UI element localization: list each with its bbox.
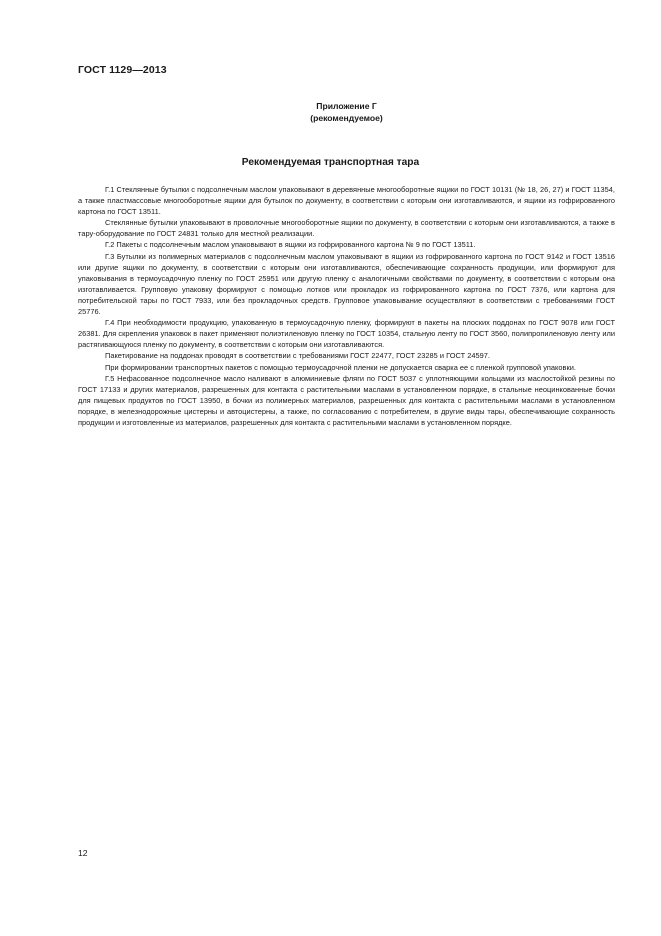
- annex-label: Приложение Г: [316, 101, 377, 111]
- annex-heading: [0, 100, 661, 124]
- paragraph-g4-pallets: Пакетирование на поддонах проводят в соответствии с требованиями ГОСТ 22477, ГОСТ 23285 и ГОСТ 24597.: [105, 351, 490, 361]
- paragraph-g4-shrink-film: При формировании транспортных пакетов с помощью термоусадочной пленки не допускается сварка ее с пленкой групповой упаковки.: [105, 362, 576, 372]
- paragraph-g1-wire-crates: Стеклянные бутылки упаковывают в проволочные многооборотные ящики по документу, в соответствии с которым они изготавливаются, а также в тару-оборудование по ГОСТ 24831 только для местной реализации.: [78, 218, 615, 239]
- paragraph-g1: Г.1 Стеклянные бутылки с подсолнечным маслом упаковывают в деревянные многооборотные ящики по ГОСТ 10131 (№ 18, 26, 27) и ГОСТ 11354, а также пластмассовые многооборотные ящики для бутылок по документу, в соответствии с которым они изготавливаются, и ящики из гофрированного картона по ГОСТ 13511.: [78, 185, 615, 217]
- annex-status: (рекомендуемое): [310, 113, 383, 123]
- paragraph-g4: Г.4 При необходимости продукцию, упакованную в термоусадочную пленку, формируют в пакеты на плоских поддонах по ГОСТ 9078 или ГОСТ 26381. Для скрепления упаковок в пакет применяют полиэтиленовую пленку по ГОСТ 10354, стальную ленту по ГОСТ 3560, полипропиленовую ленту или растягивающуюся пленку по документу, в соответствии с которым они изготавливаются.: [78, 318, 615, 350]
- section-title: Рекомендуемая транспортная тара: [241, 157, 420, 168]
- paragraph-g5: Г.5 Нефасованное подсолнечное масло наливают в алюминиевые фляги по ГОСТ 5037 с уплотняющими кольцами из маслостойкой резины по ГОСТ 17133 и других материалов, разрешенных для контакта с растительными маслами в установленном порядке, в стальные неоцинкованные бочки для пищевых продуктов по ГОСТ 13950, в бочки из полимерных материалов, разрешенных для контакта с растительными маслами в установленном порядке, в железнодорожные цистерны и автоцистерны, а также, по согласованию с потребителем, в другие виды тары, обеспечивающие сохранность продукции и изготовленные из материалов, разрешенных для контакта с растительными маслами в установленном порядке.: [78, 373, 615, 427]
- document-body: [78, 184, 615, 428]
- paragraph-g3: Г.3 Бутылки из полимерных материалов с подсолнечным маслом упаковывают в ящики из гофрированного картона по ГОСТ 9142 и ГОСТ 13516 или другие ящики по документу, в соответствии с которым они изготавливаются, обеспечивающие сохранность продукции, или формируют для упаковывания в термоусадочную пленку по ГОСТ 25951 или другую пленку с аналогичными свойствами по документу, в соответствии с которым она изготавливается. Групповую упаковку формируют с помощью лотков или прокладок из гофрированного картона по ГОСТ 7376, или картона для потребительской тары по ГОСТ 7933, или без прокладочных средств. Групповое упаковывание осуществляют в соответствии с требованиями ГОСТ 25776.: [78, 251, 615, 317]
- document-header: ГОСТ 1129—2013: [78, 64, 167, 76]
- page-number: 12: [78, 848, 88, 858]
- paragraph-g2: Г.2 Пакеты с подсолнечным маслом упаковывают в ящики из гофрированного картона № 9 по ГОСТ 13511.: [105, 240, 476, 250]
